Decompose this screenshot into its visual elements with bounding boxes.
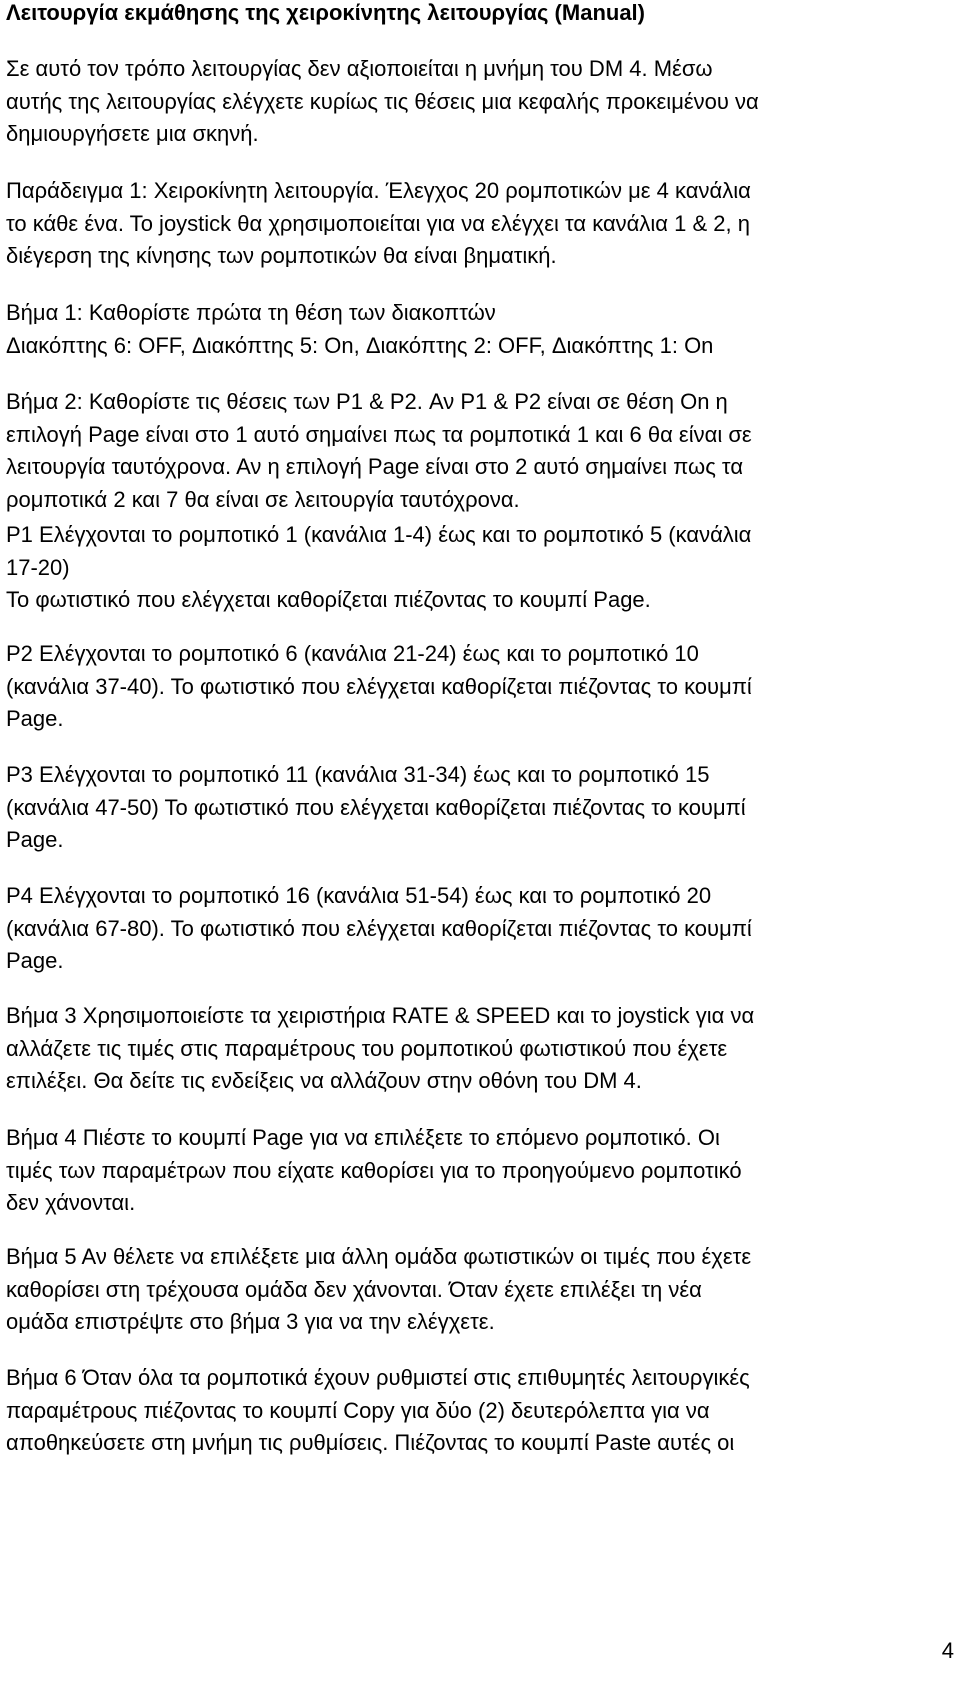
paragraph	[6, 53, 759, 151]
text-line: επιλέξει. Θα δείτε τις ενδείξεις να αλλάζουν στην οθόνη του DM 4.	[6, 1068, 642, 1093]
text-line: επιλογή Page είναι στο 1 αυτό σημαίνει πως τα ρομποτικά 1 και 6 θα είναι σε	[6, 421, 752, 447]
text-line: δημιουργήσετε μια σκηνή.	[6, 121, 259, 146]
text-line: (κανάλια 47-50) Το φωτιστικό που ελέγχεται καθορίζεται πιέζοντας το κουμπί	[6, 794, 746, 820]
text-line: ομάδα επιστρέψτε στο βήμα 3 για να την ελέγχετε.	[6, 1309, 495, 1334]
text-line: Page.	[6, 948, 64, 973]
paragraph	[6, 1362, 750, 1460]
text-line: λειτουργία ταυτόχρονα. Αν η επιλογή Page είναι στο 2 αυτό σημαίνει πως τα	[6, 454, 744, 479]
page-number: 4	[941, 1638, 954, 1663]
text-line: Page.	[6, 827, 64, 852]
text-line: αλλάζετε τις τιμές στις παραμέτρους του ρομποτικού φωτιστικού που έχετε	[6, 1035, 728, 1061]
paragraph	[6, 1000, 754, 1098]
text-line: τιμές των παραμέτρων που είχατε καθορίσει για το προηγούμενο ρομποτικό	[6, 1157, 742, 1183]
text-line: Page.	[6, 706, 64, 731]
text-line: αυτής της λειτουργίας ελέγχετε κυρίως τις θέσεις μια κεφαλής προκειμένου να	[6, 88, 759, 114]
text-line: Βήμα 5 Αν θέλετε να επιλέξετε μια άλλη ομάδα φωτιστικών οι τιμές που έχετε	[6, 1244, 752, 1269]
text-line: Διακόπτης 6: OFF, Διακόπτης 5: On, Διακόπτης 2: OFF, Διακόπτης 1: On	[6, 332, 714, 358]
text-line: Βήμα 4 Πιέστε το κουμπί Page για να επιλέξετε το επόμενο ρομποτικό. Οι	[6, 1125, 720, 1150]
text-line: Παράδειγμα 1: Χειροκίνητη λειτουργία. Έλεγχος 20 ρομποτικών με 4 κανάλια	[6, 178, 751, 203]
text-line: παραμέτρους πιέζοντας το κουμπί Copy για δύο (2) δευτερόλεπτα για να	[6, 1397, 710, 1423]
document-title: Λειτουργία εκμάθησης της χειροκίνητης λειτουργίας (Manual)	[6, 0, 645, 25]
text-line: 17-20)	[6, 554, 70, 580]
text-line: Βήμα 3 Χρησιμοποιείστε τα χειριστήρια RATE & SPEED και το joystick για να	[6, 1003, 755, 1028]
text-line: Βήμα 1: Καθορίστε πρώτα τη θέση των διακοπτών	[6, 300, 496, 325]
text-line: (κανάλια 67-80). Το φωτιστικό που ελέγχεται καθορίζεται πιέζοντας το κουμπί	[6, 915, 752, 941]
paragraph	[6, 880, 752, 978]
paragraph	[6, 1241, 751, 1339]
paragraph	[6, 519, 751, 617]
text-line: P3 Ελέγχονται το ρομποτικό 11 (κανάλια 31-34) έως και το ρομποτικό 15	[6, 762, 710, 787]
text-line: Σε αυτό τον τρόπο λειτουργίας δεν αξιοποιείται η μνήμη του DM 4. Μέσω	[6, 56, 713, 81]
text-line: Βήμα 2: Καθορίστε τις θέσεις των P1 & P2. Αν P1 & P2 είναι σε θέση On η	[6, 389, 728, 414]
text-line: Το φωτιστικό που ελέγχεται καθορίζεται πιέζοντας το κουμπί Page.	[6, 587, 651, 612]
text-line: δεν χάνονται.	[6, 1190, 136, 1215]
paragraph	[6, 297, 713, 362]
document-page	[6, 0, 950, 1455]
paragraph	[6, 1122, 742, 1220]
paragraph	[6, 638, 752, 736]
paragraph	[6, 175, 751, 273]
text-line: P4 Ελέγχονται το ρομποτικό 16 (κανάλια 51-54) έως και το ρομποτικό 20	[6, 883, 712, 908]
paragraph	[6, 759, 746, 857]
text-line: το κάθε ένα. Το joystick θα χρησιμοποιείται για να ελέγχει τα κανάλια 1 & 2, η	[6, 210, 750, 236]
text-line: αποθηκεύσετε στη μνήμη τις ρυθμίσεις. Πιέζοντας το κουμπί Paste αυτές οι	[6, 1430, 735, 1455]
text-line: διέγερση της κίνησης των ρομποτικών θα είναι βηματική.	[6, 243, 557, 268]
text-line: ρομποτικά 2 και 7 θα είναι σε λειτουργία ταυτόχρονα.	[6, 486, 520, 512]
text-line: P2 Ελέγχονται το ρομποτικό 6 (κανάλια 21-24) έως και το ρομποτικό 10	[6, 641, 699, 666]
text-line: (κανάλια 37-40). Το φωτιστικό που ελέγχεται καθορίζεται πιέζοντας το κουμπί	[6, 673, 752, 699]
text-line: Βήμα 6 Όταν όλα τα ρομποτικά έχουν ρυθμιστεί στις επιθυμητές λειτουργικές	[6, 1365, 750, 1390]
text-line: P1 Ελέγχονται το ρομποτικό 1 (κανάλια 1-4) έως και το ρομποτικό 5 (κανάλια	[6, 522, 752, 547]
text-line: καθορίσει στη τρέχουσα ομάδα δεν χάνονται. Όταν έχετε επιλέξει τη νέα	[6, 1276, 702, 1302]
paragraph	[6, 386, 752, 516]
